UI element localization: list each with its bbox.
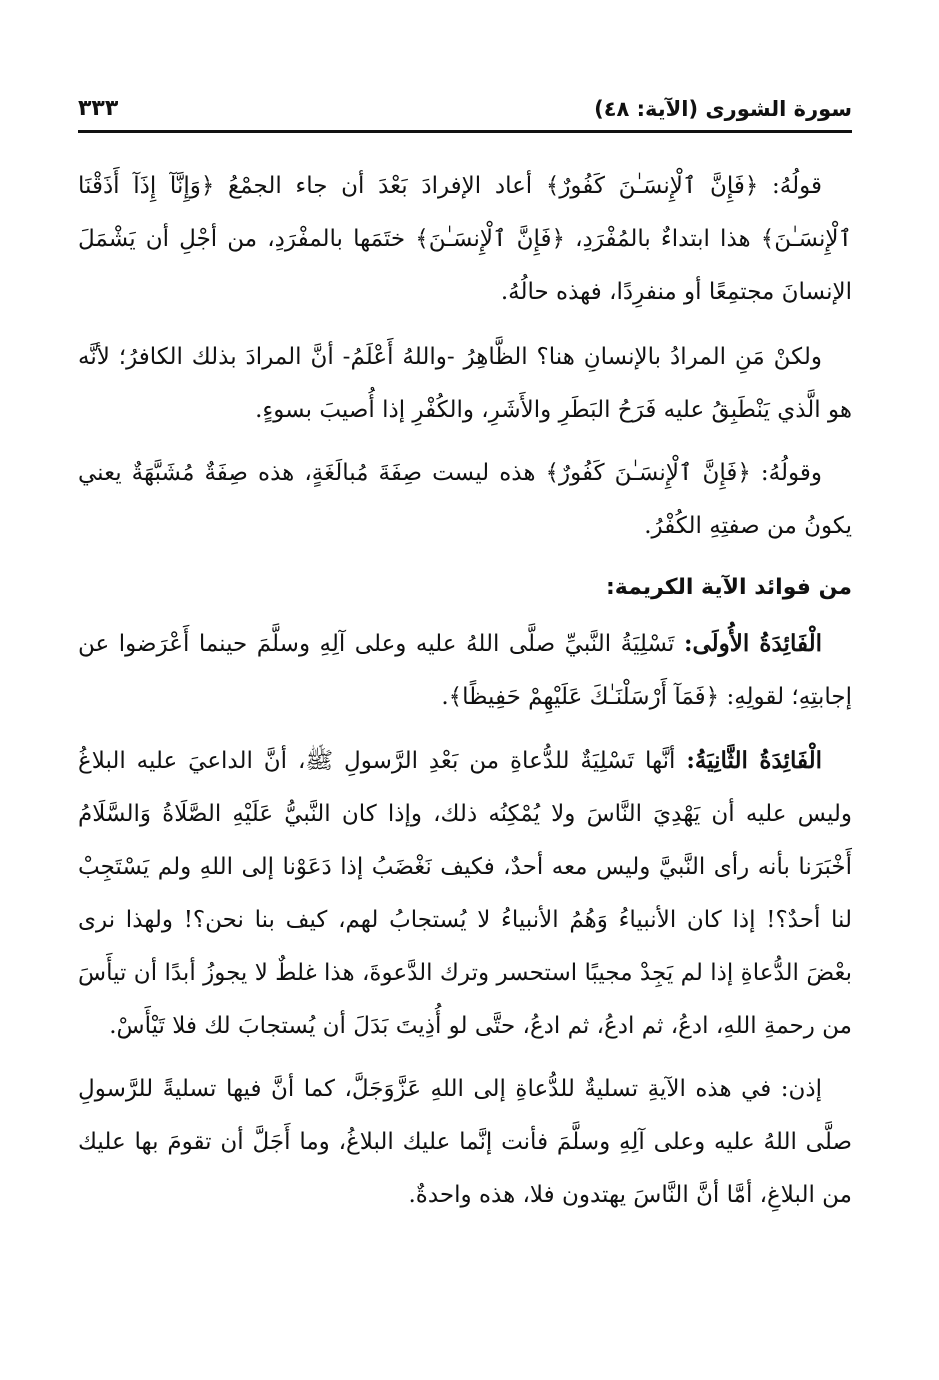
paragraph-2: ولكنْ مَنِ المرادُ بالإنسانِ هنا؟ الظَّاهِرُ -واللهُ أَعْلَمُ- أنَّ المرادَ بذلك الكافرُ؛ لأنَّه هو الَّذي يَنْطَبِقُ عليه فَرَحُ البَطَرِ والأَشَرِ، والكُفْرِ إذا أُصيبَ بسوءٍ. [78, 344, 852, 423]
paragraph-3: وقولُهُ: ﴿فَإِنَّ ٱلْإِنسَـٰنَ كَفُورٌ﴾ هذه ليست صِفَةَ مُبالَغَةٍ، هذه صِفَةٌ مُشَبَّهَةٌ يعني يكونُ من صفتِهِ الكُفْرُ. [78, 460, 852, 539]
benefit-2-text: أنَّها تَسْلِيَةٌ للدُّعاةِ من بَعْدِ الرَّسولِ ﷺ، أنَّ الداعيَ عليه البلاغُ وليس عليه أن يَهْدِيَ النَّاسَ ولا يُمْكِنُه ذلك، وإذا كان النَّبيُّ عَلَيْهِ الصَّلَاةُ وَالسَّلَامُ أَخْبَرَنا بأنه رأى النَّبيَّ وليس معه أحدٌ، فكيف نَغْضَبُ إذا دَعَوْنا إلى اللهِ ولم يَسْتَجِبْ لنا أحدٌ؟! إذا كان الأنبياءُ وَهُمُ الأنبياءُ لا يُستجابُ لهم، كيف بنا نحن؟! ولهذا نرى بعْضَ الدُّعاةِ إذا لم يَجِدْ مجيبًا استحسر وترك الدَّعوةَ، هذا غلطٌ لا يجوزُ أبدًا أن تيأَسَ من رحمةِ اللهِ، ادعُ، ثم ادعُ، ثم ادعُ، حتَّى لو أُذِيتَ بَدَلَ أن يُستجابَ لك فلا تَيْأَسْ. [78, 748, 852, 1039]
benefits-heading: من فوائد الآية الكريمة: [605, 575, 852, 600]
page-number: ٣٣٣ [78, 96, 119, 121]
closing-paragraph: إذن: في هذه الآيةِ تسليةٌ للدُّعاةِ إلى اللهِ عَزَّوَجَلَّ، كما أنَّ فيها تسليةً للرَّسولِ صلَّى اللهُ عليه وعلى آلِهِ وسلَّمَ فأنت إنَّما عليك البلاغُ، وما أَجَلَّ أن تقومَ بها عليك من البلاغِ، أمَّا أنَّ النَّاسَ يهتدون فلا، هذه واحدةٌ. [78, 1076, 852, 1208]
header-divider [78, 130, 852, 133]
benefit-2 [78, 734, 852, 1053]
surah-title: سورة الشورى (الآية: ٤٨) [594, 97, 852, 121]
main-text [78, 160, 852, 1232]
benefit-2-label: الْفَائِدَةُ الثَّانِيَةُ: [686, 747, 822, 774]
benefit-1-text: تَسْلِيَةُ النَّبيِّ صلَّى اللهُ عليه وعلى آلِهِ وسلَّمَ حينما أَعْرَضوا عن إجابتِهِ؛ لقولِهِ: ﴿فَمَآ أَرْسَلْنَـٰكَ عَلَيْهِمْ حَفِيظًا﴾. [78, 631, 852, 710]
paragraph-1: قولُهُ: ﴿فَإِنَّ ٱلْإِنسَـٰنَ كَفُورٌ﴾ أعاد الإفرادَ بَعْدَ أن جاء الجمْعُ ﴿وَإِنَّآ إِذَآ أَذَقْنَا ٱلْإِنسَـٰنَ﴾ هذا ابتداءٌ بالمُفْرَدِ، ﴿فَإِنَّ ٱلْإِنسَـٰنَ﴾ ختَمَها بالمفْرَدِ، من أجْلِ أن يَشْمَلَ الإنسانَ مجتمِعًا أو منفرِدًا، فهذه حالُهُ. [78, 173, 852, 305]
benefit-1-label: الْفَائِدَةُ الأُولَى: [683, 630, 822, 657]
benefit-1 [78, 617, 852, 724]
page-header [78, 92, 852, 132]
